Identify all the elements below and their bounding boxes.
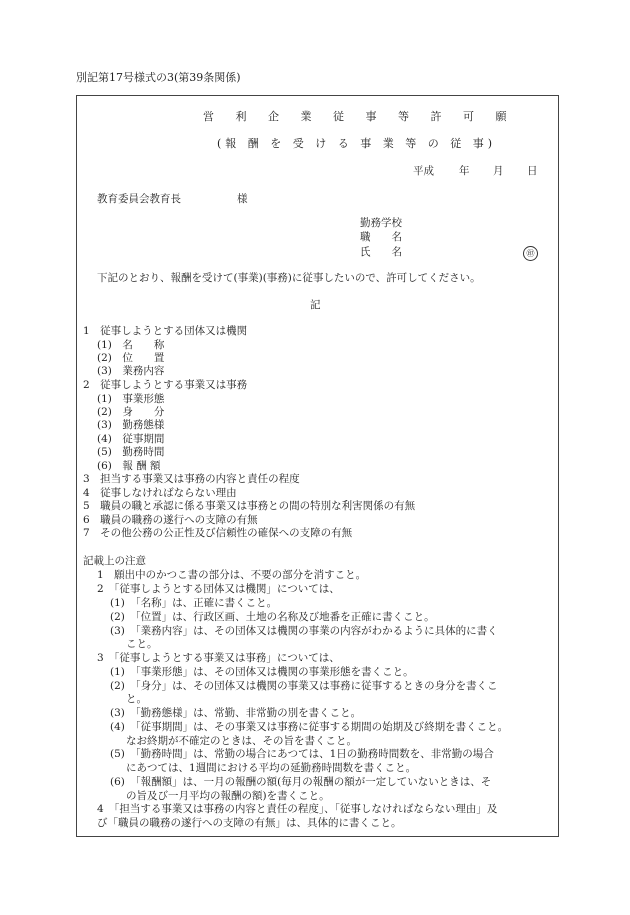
item-3: 3 担当する事業又は事務の内容と責任の程度: [83, 473, 300, 485]
addressee-name: 教育委員会教育長: [97, 193, 181, 205]
note-3-5-cont: にあつては、1週間における平均の延勤務時間数を書くこと。: [126, 762, 417, 774]
note-3-6-cont: の旨及び一月平均の報酬の額)を書くこと。: [126, 790, 330, 802]
notes-heading: 記載上の注意: [83, 555, 146, 567]
item-2-6: (6) 報 酬 額: [97, 460, 161, 472]
item-2: 2 従事しようとする事業又は事務: [83, 379, 248, 391]
item-2-2: (2) 身 分: [97, 406, 165, 418]
note-3-2-cont: と。: [126, 693, 147, 705]
note-2-3-cont: こと。: [126, 638, 158, 650]
note-3: 3 「従事しようとする事業又は事務」については、: [97, 652, 340, 664]
note-3-1: (1) 「事業形態」は、その団体又は機関の事業形態を書くこと。: [110, 666, 414, 678]
form-subtitle: (報 酬 を 受 け る 事 業 等 の 従 事): [217, 137, 497, 150]
note-3-5: (5) 「勤務時間」は、常勤の場合にあつては、1日の勤務時間数を、非常勤の場合: [110, 748, 494, 760]
item-1-2: (2) 位 置: [97, 352, 165, 364]
date-month: 月: [493, 165, 504, 177]
item-7: 7 その他公務の公正性及び信頼性の確保への支障の有無: [83, 527, 353, 539]
applicant-position: 職 名: [360, 231, 402, 243]
date-year: 年: [459, 165, 470, 177]
note-3-4-cont: なお終期が不確定のときは、その旨を書くこと。: [126, 735, 357, 747]
ki-heading: 記: [310, 299, 321, 311]
applicant-school: 勤務学校: [360, 217, 402, 229]
date-era: 平成: [413, 165, 434, 177]
item-4: 4 従事しなければならない理由: [83, 487, 237, 499]
form-title: 営 利 企 業 従 事 等 許 可 願: [203, 110, 516, 123]
form-caption: 別記第17号様式の3(第39条関係): [76, 71, 241, 84]
applicant-name: 氏 名: [360, 246, 402, 258]
note-2-2: (2) 「位置」は、行政区画、土地の名称及び地番を正確に書くこと。: [110, 611, 435, 623]
item-2-4: (4) 従事期間: [97, 433, 165, 445]
item-2-3: (3) 勤務態様: [97, 419, 165, 431]
item-1-1: (1) 名 称: [97, 339, 165, 351]
item-2-1: (1) 事業形態: [97, 393, 165, 405]
note-3-4: (4) 「従事期間」は、その事業又は事務に従事する期間の始期及び終期を書くこと。: [110, 721, 509, 733]
seal-mark: ㊞: [523, 246, 538, 261]
date-day: 日: [527, 165, 538, 177]
note-3-6: (6) 「報酬額」は、一月の報酬の額(毎月の報酬の額が一定していないときは、そ: [110, 776, 492, 788]
note-4-cont: び「職員の職務の遂行への支障の有無」は、具体的に書くこと。: [97, 817, 402, 829]
note-3-3: (3) 「勤務態様」は、常勤、非常勤の別を書くこと。: [110, 707, 362, 719]
addressee-honorific: 様: [237, 193, 248, 205]
note-2-1: (1) 「名称」は、正確に書くこと。: [110, 597, 278, 609]
note-2-3: (3) 「業務内容」は、その団体又は機関の事業の内容がわかるように具体的に書く: [110, 625, 498, 637]
item-2-5: (5) 勤務時間: [97, 446, 165, 458]
note-1: 1 願出中のかつこ書の部分は、不要の部分を消すこと。: [97, 569, 367, 581]
item-1-3: (3) 業務内容: [97, 365, 165, 377]
note-2: 2 「従事しようとする団体又は機関」については、: [97, 583, 340, 595]
note-3-2: (2) 「身分」は、その団体又は機関の事業又は事務に従事するときの身分を書くこ: [110, 680, 498, 692]
item-1: 1 従事しようとする団体又は機関: [83, 325, 248, 337]
note-4: 4 「担当する事業又は事務の内容と責任の程度」、「従事しなければならない理由」及: [97, 803, 498, 815]
item-6: 6 職員の職務の遂行への支障の有無: [83, 514, 258, 526]
request-text: 下記のとおり、報酬を受けて(事業)(事務)に従事したいので、許可してください。: [97, 272, 481, 284]
item-5: 5 職員の職と承認に係る事業又は事務との間の特別な利害関係の有無: [83, 500, 416, 512]
